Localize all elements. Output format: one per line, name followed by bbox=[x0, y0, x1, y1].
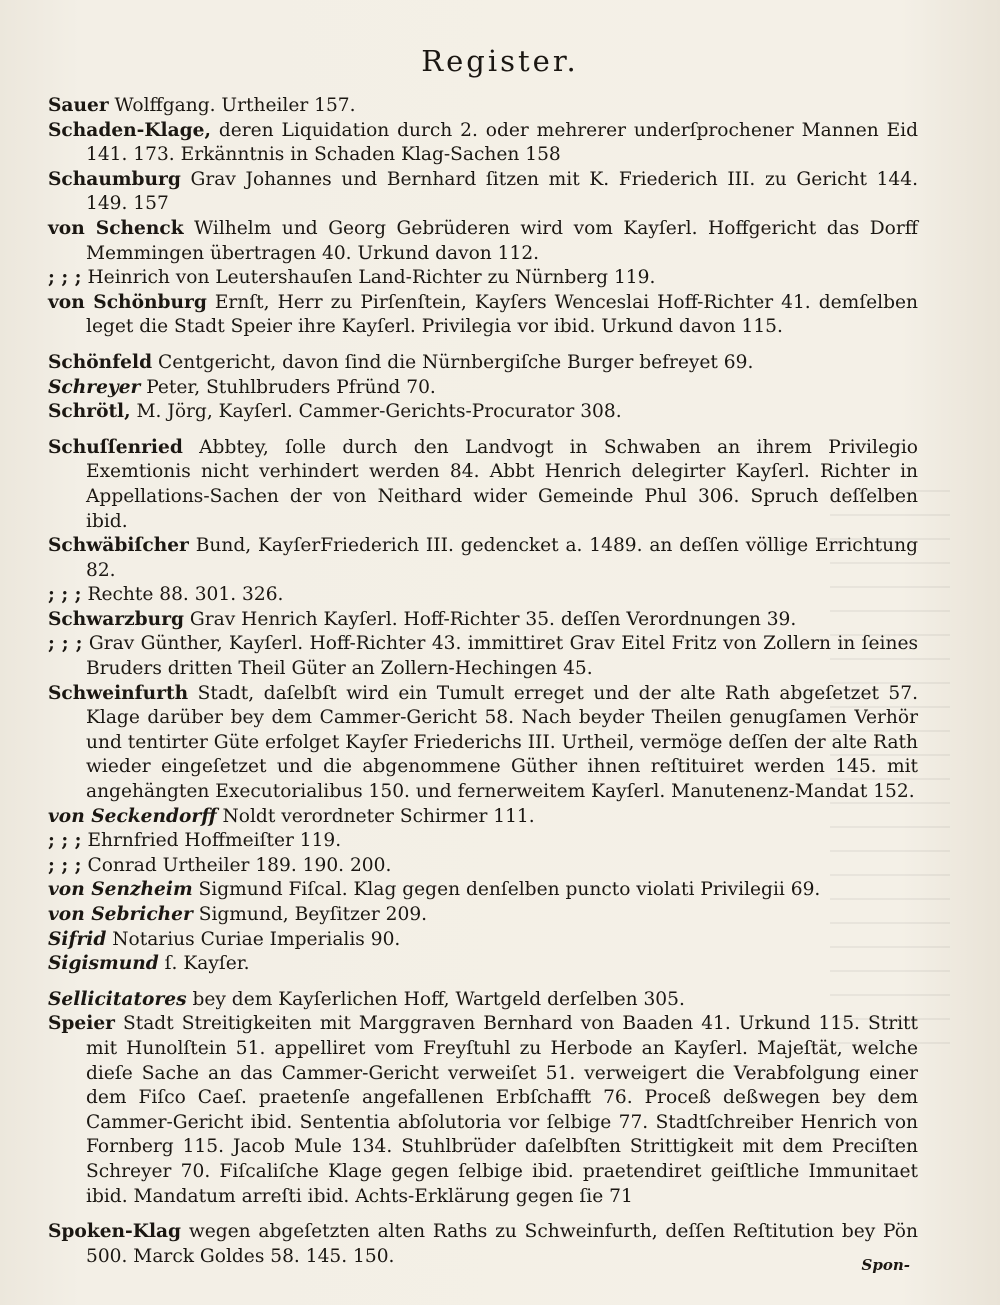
entry-text: Ehrnfried Hoffmeiſter 119. bbox=[87, 830, 342, 852]
register-entry bbox=[48, 351, 918, 376]
register-entry bbox=[48, 952, 918, 977]
entry-text: M. Jörg, Kayſerl. Cammer-Gerichts-Procurator 308. bbox=[136, 401, 622, 423]
register-entry bbox=[48, 928, 918, 953]
entry-text: Grav Henrich Kayſerl. Hoff-Richter 35. deſſen Verordnungen 39. bbox=[189, 608, 797, 630]
register-entry bbox=[48, 119, 918, 168]
entry-text: Conrad Urtheiler 189. 190. 200. bbox=[87, 854, 392, 876]
entry-text: Notarius Curiae Imperialis 90. bbox=[112, 928, 401, 950]
entry-text: Grav Günther, Kayſerl. Hoff-Richter 43. immittiret Grav Eitel Fritz von Zollern in ſeines Bruders dritten Theil Güter an Zollern-Hechingen 45. bbox=[86, 633, 918, 680]
register-entry bbox=[48, 168, 918, 217]
entry-lead: Sifrid bbox=[48, 928, 107, 950]
entry-lead: Schweinfurth bbox=[48, 682, 189, 704]
entry-text: Noldt verordneter Schirmer 111. bbox=[222, 805, 535, 827]
entry-lead: von Schenck bbox=[48, 217, 184, 239]
entry-lead: von Schönburg bbox=[48, 291, 207, 313]
register-entry bbox=[48, 534, 918, 583]
register-entry bbox=[48, 829, 918, 854]
register-entry bbox=[48, 94, 918, 119]
entry-lead: Sauer bbox=[48, 95, 109, 116]
entry-text: Stadt Streitigkeiten mit Marggraven Bernhard von Baaden 41. Urkund 115. Stritt mit Hunolſtein 51. appelliret vom Freyſtuhl zu Herbode an Kayſerl. Majeſtät, welche dieſe Sache an das Cammer-Gericht verweiſet 51. verweigert die Verabfolgung einer dem Fiſco Caeſ. praetenſe angefallenen Erbſchafft 76. Proceß deßwegen bey dem Cammer-Gericht ibid. Sententia abſolutoria vor ſelbige 77. Stadtſchreiber Henrich von Fornberg 115. Jacob Mule 134. Stuhlbrüder daſelbſten Strittigkeit mit dem Preciſten Schreyer 70. Fiſcaliſche Klage gegen ſelbige ibid. praetendiret geiſtliche Immunitaet ibid. Mandatum arreſti ibid. Achts-Erklärung gegen ſie 71 bbox=[86, 1013, 918, 1207]
register-entry bbox=[48, 266, 918, 291]
entry-lead: Speier bbox=[48, 1013, 115, 1035]
register-entry bbox=[48, 988, 918, 1013]
entry-lead: Schönfeld bbox=[48, 351, 153, 373]
register-entry bbox=[48, 903, 918, 928]
register-entry bbox=[48, 632, 918, 681]
entry-text: ſ. Kayſer. bbox=[164, 953, 250, 975]
entry-lead: ; ; ; bbox=[48, 830, 82, 852]
register-entry bbox=[48, 400, 918, 425]
entry-text: wegen abgeſetzten alten Raths zu Schweinfurth, deſſen Reſtitution bey Pön 500. Marck Goldes 58. 145. 150. bbox=[86, 1221, 918, 1267]
entry-lead: Schwäbiſcher bbox=[48, 535, 189, 557]
register-entry bbox=[48, 1012, 918, 1209]
register-entry bbox=[48, 682, 918, 805]
page-title: Register. bbox=[421, 44, 579, 78]
entry-lead: ; ; ; bbox=[48, 584, 82, 606]
entry-text: Grav Johannes und Bernhard ſitzen mit K. Friederich III. zu Gericht 144. 149. 157 bbox=[86, 168, 918, 215]
entry-lead: Schreyer bbox=[48, 376, 141, 398]
register-entry bbox=[48, 854, 918, 879]
register-entry bbox=[48, 436, 918, 534]
entry-lead: von Seckendorff bbox=[48, 805, 217, 827]
entry-lead: von Senzheim bbox=[48, 879, 193, 901]
entry-text: Rechte 88. 301. 326. bbox=[87, 584, 284, 606]
catchword: Spon- bbox=[861, 1256, 910, 1274]
entry-text: Centgericht, davon ſind die Nürnbergiſche Burger befreyet 69. bbox=[158, 351, 754, 373]
entry-lead: Schaumburg bbox=[48, 168, 181, 190]
register-entry bbox=[48, 878, 918, 903]
entry-lead: Schwarzburg bbox=[48, 608, 184, 630]
entry-text: Peter, Stuhlbruders Pfründ 70. bbox=[146, 376, 436, 398]
entry-text: Wolffgang. Urtheiler 157. bbox=[114, 95, 356, 116]
register-entry bbox=[48, 583, 918, 608]
entry-text: Ernſt, Herr zu Pirſenſtein, Kayſers Wenceslai Hoff-Richter 41. demſelben leget die Stadt Speier ihre Kayſerl. Privilegia vor ibid. Urkund davon 115. bbox=[86, 291, 918, 338]
entry-lead: ; ; ; bbox=[48, 854, 82, 876]
entry-lead: von Sebricher bbox=[48, 904, 193, 925]
entry-lead: Sellicitatores bbox=[48, 988, 187, 1010]
entry-text: Bund, KayſerFriederich III. gedencket a. 1489. an deſſen völlige Errichtung 82. bbox=[86, 535, 918, 581]
entry-text: Abbtey, ſolle durch den Landvogt in Schwaben an ihrem Privilegio Exemtionis nicht verhindert werden 84. Abbt Henrich delegirter Kayſerl. Richter in Appellations-Sachen der von Neithard wider Gemeinde Phul 306. Spruch deſſelben ibid. bbox=[86, 436, 918, 532]
entry-text: bey dem Kayſerlichen Hoff, Wartgeld derſelben 305. bbox=[192, 988, 685, 1010]
entry-lead: Spoken-Klag bbox=[48, 1221, 182, 1243]
register-entry bbox=[48, 608, 918, 633]
entry-lead: Schuſſenried bbox=[48, 436, 183, 458]
register-entry bbox=[48, 291, 918, 340]
entry-lead: Schaden-Klage, bbox=[48, 119, 211, 141]
register-entry bbox=[48, 376, 918, 401]
entry-text: Sigmund Fiſcal. Klag gegen denſelben puncto violati Privilegii 69. bbox=[198, 879, 821, 901]
entry-lead: Sigismund bbox=[48, 953, 159, 975]
register-entry bbox=[48, 217, 918, 266]
entry-text: deren Liquidation durch 2. oder mehrerer underſprochener Mannen Eid 141. 173. Erkänntnis in Schaden Klag-Sachen 158 bbox=[86, 119, 918, 166]
entry-lead: ; ; ; bbox=[48, 267, 82, 289]
register-entries bbox=[48, 94, 918, 1269]
entry-text: Wilhelm und Georg Gebrüderen wird vom Kayſerl. Hoffgericht das Dorff Memmingen übertragen 40. Urkund davon 112. bbox=[86, 217, 918, 264]
register-entry bbox=[48, 1220, 918, 1269]
entry-lead: Schrötl, bbox=[48, 401, 131, 423]
entry-text: Stadt, daſelbſt wird ein Tumult erreget und der alte Rath abgeſetzet 57. Klage darüber bey dem Cammer-Gericht 58. Nach beyder Theilen genugſamen Verhör und tentirter Güte erfolget Kayſer Friederichs III. Urtheil, vermöge deſſen der alte Rath wieder eingeſetzet und die abgenommene Güther ihnen reſtituiret werden 145. mit angehängten Executorialibus 150. und fernerweitem Kayſerl. Manutenenz-Mandat 152. bbox=[86, 682, 918, 803]
register-entry bbox=[48, 805, 918, 830]
entry-text: Sigmund, Beyſitzer 209. bbox=[198, 904, 428, 925]
entry-lead: ; ; ; bbox=[48, 633, 83, 655]
entry-text: Heinrich von Leutershauſen Land-Richter zu Nürnberg 119. bbox=[87, 267, 656, 289]
